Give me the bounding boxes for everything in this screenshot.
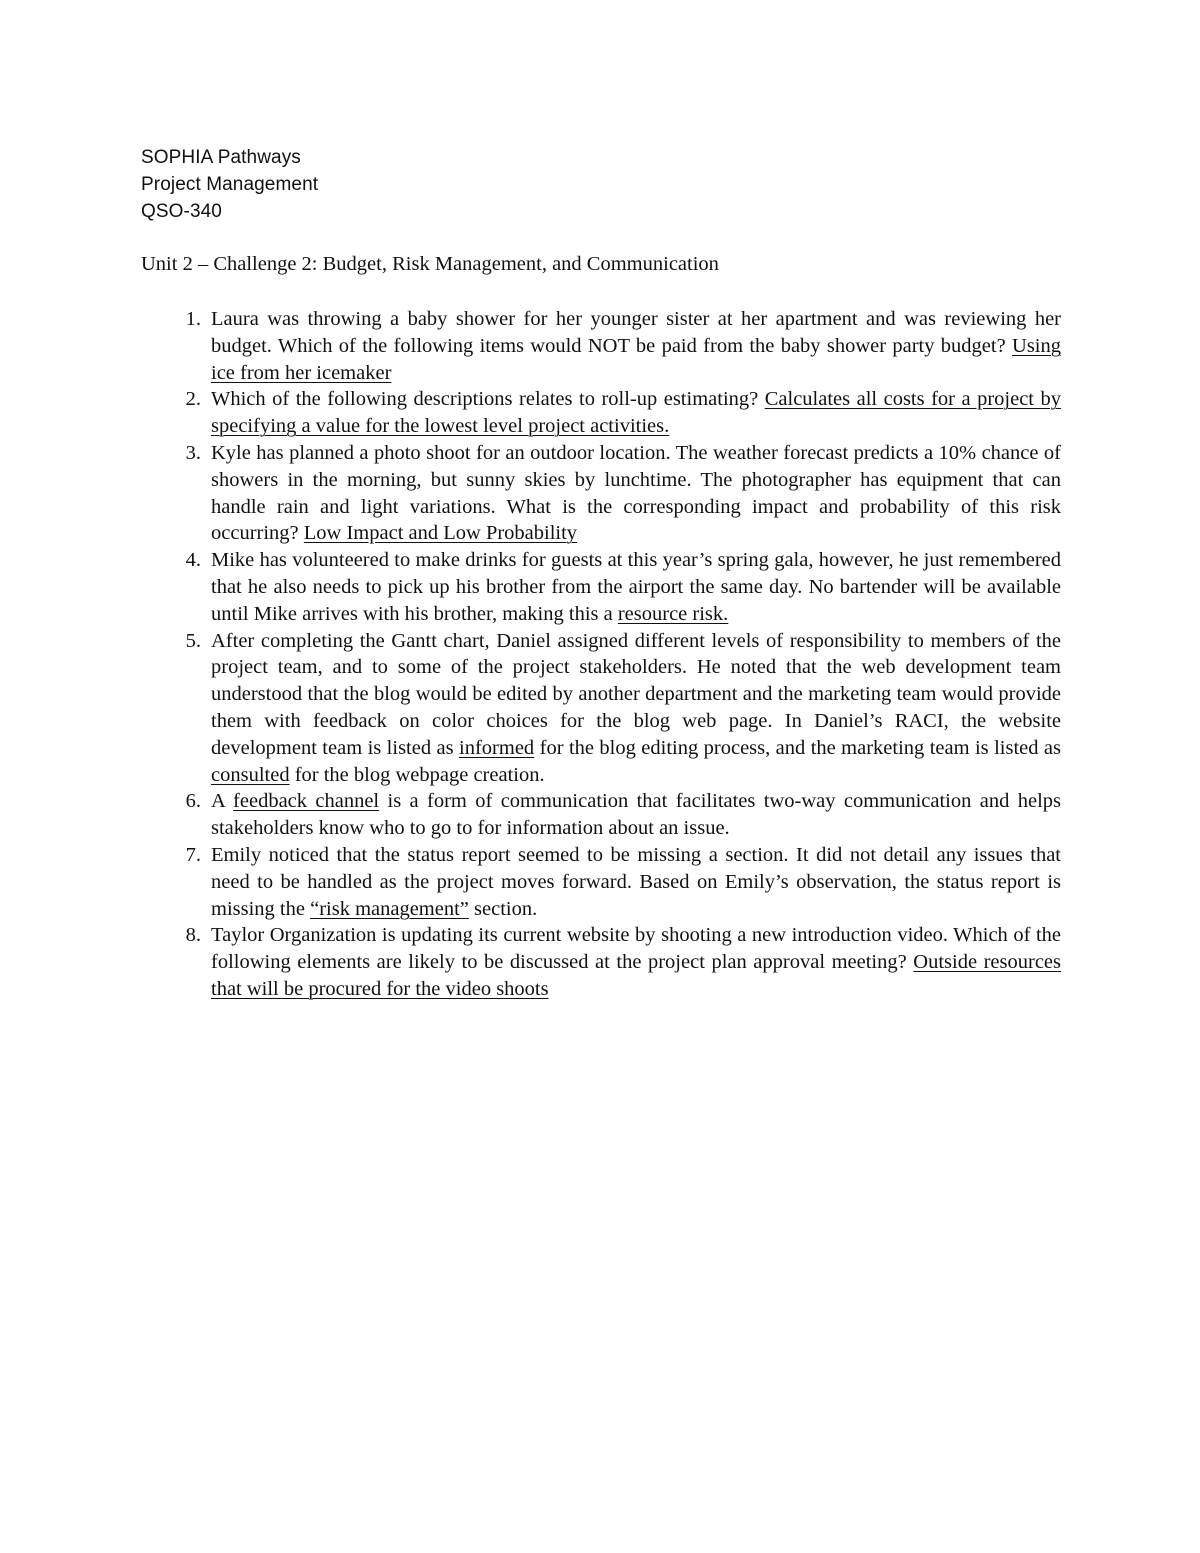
question-number: 3.: [185, 441, 201, 464]
question-number: 6.: [185, 790, 201, 813]
header-course-code: QSO-340: [141, 201, 222, 222]
question-prompt: Mike has volunteered to make drinks for guests at this year’s spring gala, however, he just remembered that he also needs to pick up his brother from the airport the same day. No bartender will be available until Mike arrives with his brother, making this a: [211, 549, 1061, 625]
question-7: [185, 842, 1061, 922]
question-answer: Low Impact and Low Probability: [303, 522, 578, 545]
question-6: [185, 788, 1061, 842]
question-text: [211, 306, 1061, 386]
question-8: [185, 922, 1061, 1002]
question-prompt: Emily noticed that the status report seemed to be missing a section. It did not detail any issues that need to be handled as the project moves forward. Based on Emily’s observation, the status report is missing the: [211, 843, 1061, 920]
question-2: [185, 386, 1061, 440]
question-text: [211, 440, 1061, 547]
question-prompt-end: section.: [468, 897, 538, 920]
question-answer: resource risk.: [617, 602, 729, 625]
question-prompt-end: is a form of communication that facilitates two-way communication and helps stakeholders know who to go to for information about an issue.: [211, 790, 1061, 840]
question-number: 5.: [185, 629, 201, 652]
question-5: [185, 628, 1061, 789]
header-course: Project Management: [141, 174, 319, 195]
question-text: [211, 922, 1061, 1002]
question-prompt: Kyle has planned a photo shoot for an outdoor location. The weather forecast predicts a 10% chance of showers in the morning, but sunny skies by lunchtime. The photographer has equipment that can handle rain and light variations. What is the corresponding impact and probability of this risk occurring?: [211, 441, 1061, 545]
question-answer-2: consulted: [211, 763, 290, 786]
question-answer: Using ice from her icemaker: [211, 334, 1061, 384]
question-answer: Outside resources that will be procured for the video shoots: [211, 951, 1061, 1000]
question-answer: Calculates all costs for a project by specifying a value for the lowest level project activities.: [211, 388, 1061, 438]
question-number: 4.: [185, 549, 201, 572]
question-text: [211, 788, 1061, 842]
header-organization: SOPHIA Pathways: [141, 147, 301, 168]
question-prompt: Taylor Organization is updating its current website by shooting a new introduction video. Which of the following elements are likely to be discussed at the project plan approval meeting?: [211, 924, 1061, 974]
question-text: [211, 547, 1061, 627]
document-header: [141, 144, 1061, 225]
question-1: [185, 306, 1061, 386]
question-prompt: Laura was throwing a baby shower for her younger sister at her apartment and was reviewing her budget. Which of the following items would NOT be paid from the baby shower party budget?: [211, 308, 1061, 357]
question-text: [211, 842, 1061, 922]
question-number: 7.: [185, 843, 201, 866]
question-number: 2.: [185, 388, 201, 411]
question-answer: “risk management”: [310, 897, 469, 920]
unit-title: Unit 2 – Challenge 2: Budget, Risk Management, and Communication: [141, 253, 719, 275]
question-number: 8.: [185, 924, 201, 947]
question-prompt: After completing the Gantt chart, Daniel assigned different levels of responsibility to members of the project team, and to some of the project stakeholders. He noted that the web development team understood that the blog would be edited by another department and the marketing team would provide them with feedback on color choices for the blog web page. In Daniel’s RACI, the website development team is listed as: [211, 629, 1061, 759]
question-prompt: Which of the following descriptions relates to roll-up estimating?: [211, 388, 765, 411]
question-number: 1.: [185, 308, 201, 330]
question-prompt-end: for the blog webpage creation.: [289, 763, 545, 786]
question-answer: feedback channel: [233, 790, 380, 813]
question-text: [211, 628, 1061, 789]
question-prompt: A: [211, 790, 234, 813]
question-3: [185, 440, 1061, 547]
question-answer: informed: [459, 736, 535, 759]
question-list: [185, 306, 1061, 1003]
question-4: [185, 547, 1061, 627]
question-text: [211, 386, 1061, 440]
question-prompt-continued: for the blog editing process, and the marketing team is listed as: [534, 736, 1061, 759]
